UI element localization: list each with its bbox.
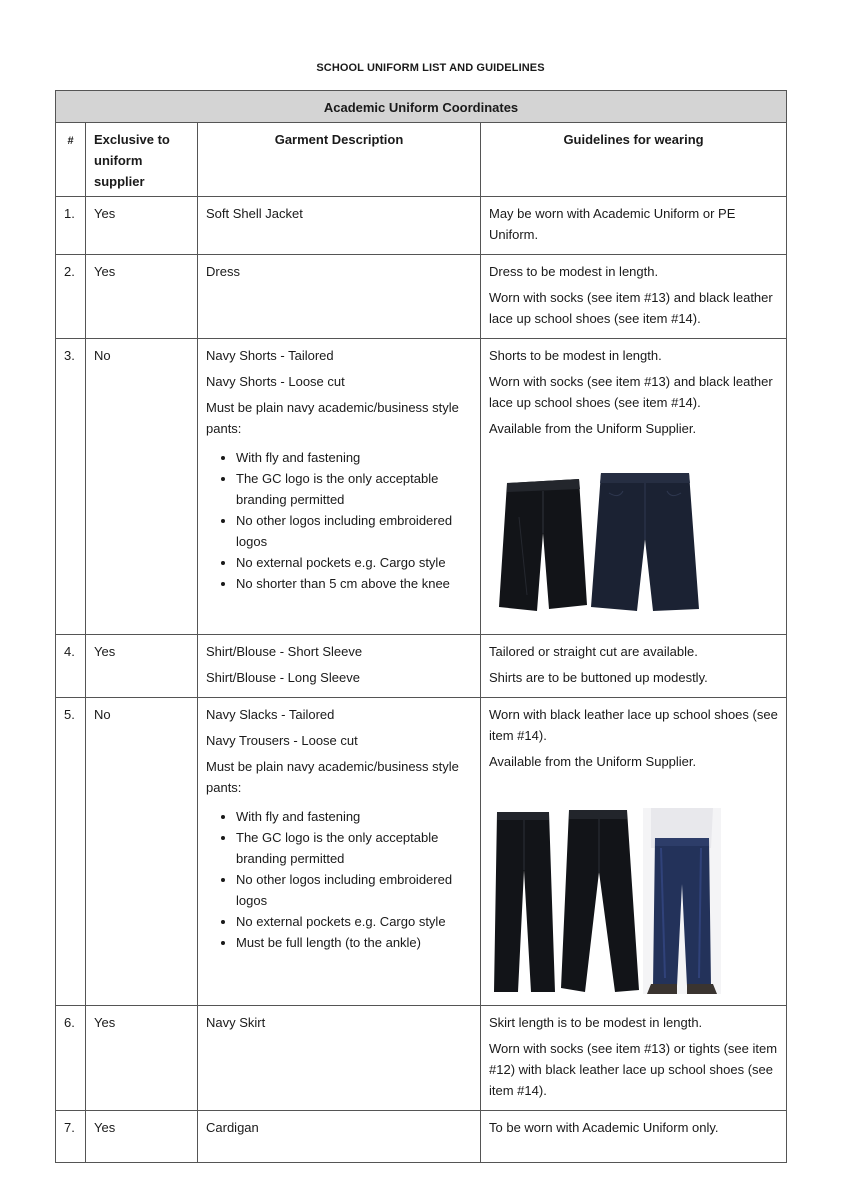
guideline-line: Dress to be modest in length. (489, 264, 659, 279)
guideline-line: Available from the Uniform Supplier. (489, 754, 697, 769)
table-row (56, 1006, 787, 1111)
guideline-line: Shorts to be modest in length. (489, 348, 662, 363)
guideline-line: Worn with socks (see item #13) and black leather lace up school shoes (see item #14). (489, 290, 773, 326)
guidelines-cell (481, 197, 787, 255)
garment-line: Navy Trousers - Loose cut (206, 733, 358, 748)
guideline-line: Tailored or straight cut are available. (489, 644, 698, 659)
guidelines-cell (481, 698, 787, 1006)
list-item: • No external pockets e.g. Cargo style (236, 911, 472, 932)
list-item: • With fly and fastening (236, 447, 472, 468)
header-guidelines: Guidelines for wearing (481, 123, 787, 197)
guidelines-cell (481, 1111, 787, 1163)
section-title: Academic Uniform Coordinates (56, 91, 787, 123)
header-exclusive: Exclusive to uniform supplier (86, 123, 198, 197)
exclusive-value: Yes (86, 635, 198, 698)
guideline-line: Worn with socks (see item #13) and black leather lace up school shoes (see item #14). (489, 374, 773, 410)
guideline-line: Worn with socks (see item #13) or tights (see item #12) with black leather lace up school shoes (see item #14). (489, 1041, 778, 1098)
garment-cell (198, 255, 481, 339)
table-row (56, 197, 787, 255)
guideline-line: To be worn with Academic Uniform only. (489, 1120, 719, 1135)
header-garment: Garment Description (198, 123, 481, 197)
garment-line: Navy Slacks - Tailored (206, 707, 335, 722)
exclusive-value: Yes (86, 197, 198, 255)
exclusive-value: Yes (86, 255, 198, 339)
garment-line: Navy Skirt (206, 1015, 266, 1030)
loose-cut-trousers-image (559, 808, 643, 994)
table-row (56, 698, 787, 1006)
table-row (56, 1111, 787, 1163)
garment-line: Soft Shell Jacket (206, 206, 303, 221)
model-trousers-image (643, 808, 721, 994)
garment-line: Must be plain navy academic/business style pants: (206, 400, 459, 436)
garment-cell (198, 698, 481, 1006)
section-header-row (56, 91, 787, 123)
tailored-shorts-image (497, 477, 589, 617)
garment-cell (198, 635, 481, 698)
garment-cell (198, 1006, 481, 1111)
guidelines-cell (481, 1006, 787, 1111)
guidelines-cell (481, 339, 787, 635)
guidelines-cell (481, 635, 787, 698)
list-item: • No other logos including embroidered logos (236, 869, 472, 911)
list-item: • With fly and fastening (236, 806, 472, 827)
guideline-line: Shirts are to be buttoned up modestly. (489, 670, 708, 685)
guideline-line: Available from the Uniform Supplier. (489, 421, 697, 436)
garment-cell (198, 197, 481, 255)
exclusive-value: No (86, 339, 198, 635)
requirements-list (206, 806, 472, 953)
list-item: • The GC logo is the only acceptable branding permitted (236, 827, 472, 869)
table-row (56, 339, 787, 635)
row-number: 7. (56, 1111, 86, 1163)
row-number: 5. (56, 698, 86, 1006)
row-number: 1. (56, 197, 86, 255)
list-item: • No other logos including embroidered logos (236, 510, 472, 552)
guideline-line: Skirt length is to be modest in length. (489, 1015, 703, 1030)
guideline-line: May be worn with Academic Uniform or PE Uniform. (489, 206, 736, 242)
garment-line: Shirt/Blouse - Long Sleeve (206, 670, 360, 685)
row-number: 3. (56, 339, 86, 635)
garment-line: Shirt/Blouse - Short Sleeve (206, 644, 363, 659)
garment-cell (198, 1111, 481, 1163)
exclusive-value: Yes (86, 1006, 198, 1111)
table-row (56, 635, 787, 698)
column-header-row (56, 123, 787, 197)
shorts-photos (497, 469, 778, 617)
list-item: • No external pockets e.g. Cargo style (236, 552, 472, 573)
uniform-table (55, 90, 787, 1163)
garment-line: Navy Shorts - Tailored (206, 348, 334, 363)
garment-line: Must be plain navy academic/business style pants: (206, 759, 459, 795)
row-number: 4. (56, 635, 86, 698)
row-number: 2. (56, 255, 86, 339)
tailored-slacks-image (491, 810, 559, 994)
requirements-list (206, 447, 472, 594)
exclusive-value: No (86, 698, 198, 1006)
garment-cell (198, 339, 481, 635)
list-item: • The GC logo is the only acceptable branding permitted (236, 468, 472, 510)
list-item: • Must be full length (to the ankle) (236, 932, 472, 953)
garment-line: Dress (206, 264, 240, 279)
list-item: • No shorter than 5 cm above the knee (236, 573, 472, 594)
garment-line: Navy Shorts - Loose cut (206, 374, 345, 389)
exclusive-value: Yes (86, 1111, 198, 1163)
document-title: SCHOOL UNIFORM LIST AND GUIDELINES (316, 62, 545, 74)
table-row (56, 255, 787, 339)
guideline-line: Worn with black leather lace up school shoes (see item #14). (489, 707, 778, 743)
loose-cut-shorts-image (589, 469, 701, 617)
header-number: # (56, 123, 86, 197)
row-number: 6. (56, 1006, 86, 1111)
garment-line: Cardigan (206, 1120, 259, 1135)
trousers-photos (491, 808, 778, 994)
guidelines-cell (481, 255, 787, 339)
